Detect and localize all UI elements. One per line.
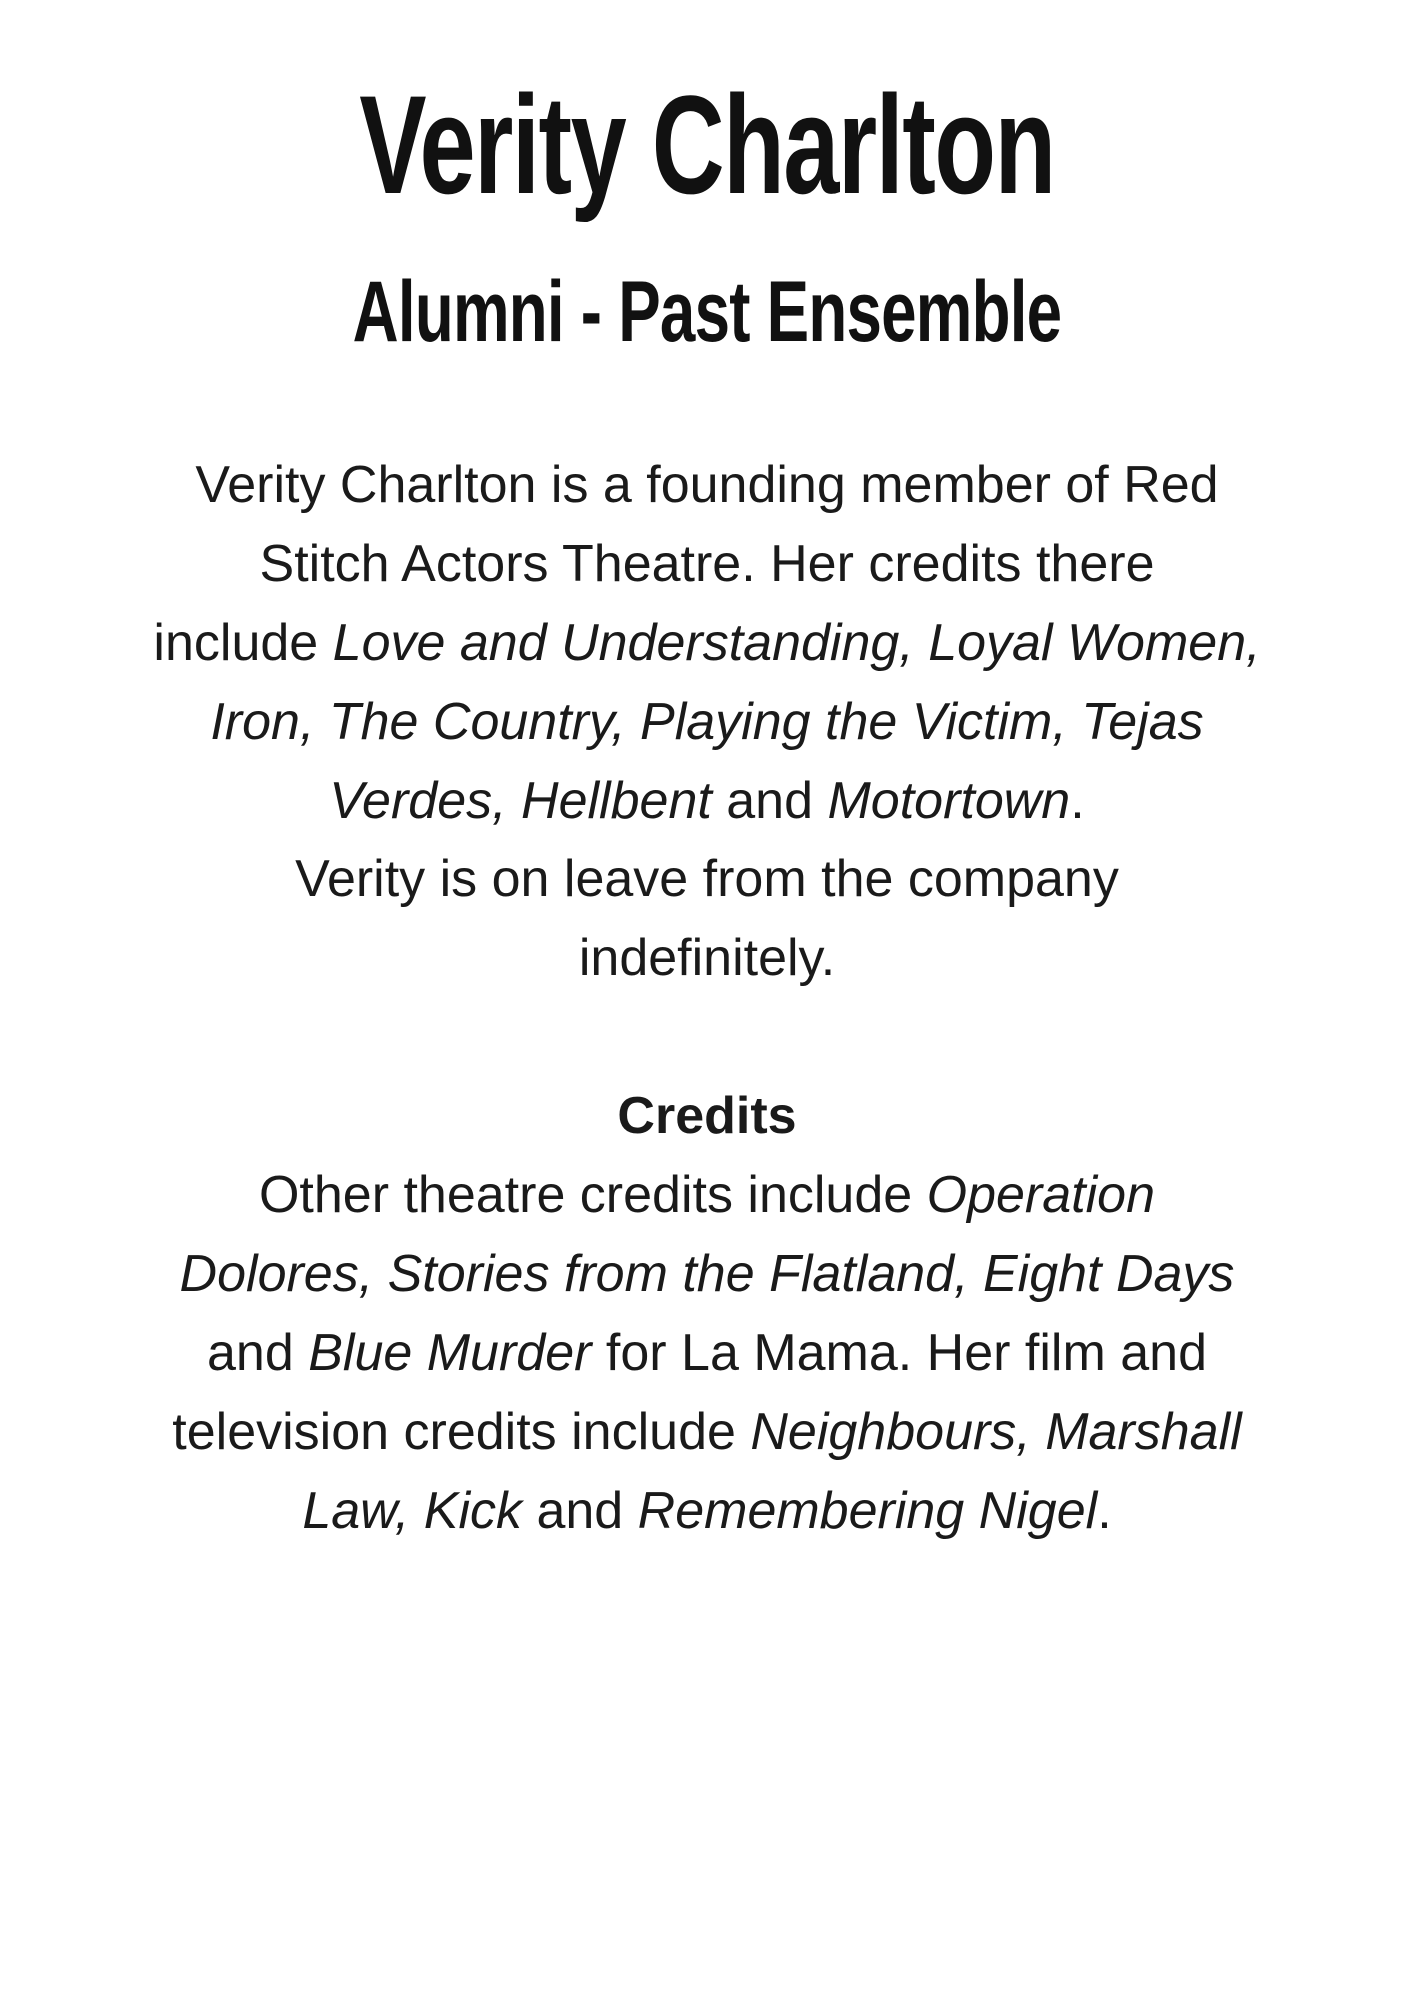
credits-text: for La Mama. Her film and [591, 1324, 1207, 1382]
bio-line [100, 683, 1314, 762]
credit-titles: Remembering Nigel [637, 1482, 1098, 1540]
profile-subtitle: Alumni - Past Ensemble [352, 264, 1062, 360]
bio-line [100, 762, 1314, 841]
leave-paragraph [100, 840, 1314, 998]
credit-titles: Blue Murder [308, 1324, 592, 1382]
bio-text: include [153, 614, 333, 672]
leave-line: Verity is on leave from the company [295, 850, 1119, 908]
credits-line [100, 1393, 1314, 1472]
credits-paragraph [100, 1156, 1314, 1551]
credits-line [100, 1314, 1314, 1393]
credits-line [100, 1235, 1314, 1314]
credits-text: Other theatre credits include [258, 1166, 927, 1224]
credits-text: and [522, 1482, 638, 1540]
credits-text: and [207, 1324, 309, 1382]
bio-line: Stitch Actors Theatre. Her credits there [259, 535, 1155, 593]
bio-line [100, 604, 1314, 683]
credit-titles: Law, Kick [302, 1482, 522, 1540]
credits-text: television credits include [172, 1403, 751, 1461]
credits-text: . [1097, 1482, 1112, 1540]
show-titles: Iron, The Country, Playing the Victim, Tejas [210, 693, 1204, 751]
credits-heading: Credits [617, 1087, 797, 1145]
credit-titles: Dolores, Stories from the Flatland, Eight Days [179, 1245, 1235, 1303]
leave-line: indefinitely. [578, 929, 836, 987]
show-titles: Motortown [827, 772, 1071, 830]
credit-titles: Operation [926, 1166, 1156, 1224]
show-titles: Love and Understanding, Loyal Women, [332, 614, 1261, 672]
credit-titles: Neighbours, Marshall [750, 1403, 1242, 1461]
show-titles: Verdes, Hellbent [329, 772, 712, 830]
profile-name: Verity Charlton [359, 66, 1055, 223]
bio-text: . [1070, 772, 1085, 830]
bio-text: and [711, 772, 828, 830]
bio-line: Verity Charlton is a founding member of Red [195, 456, 1219, 514]
bio-paragraph [100, 446, 1314, 841]
credits-line [100, 1472, 1314, 1551]
credits-line [100, 1156, 1314, 1235]
